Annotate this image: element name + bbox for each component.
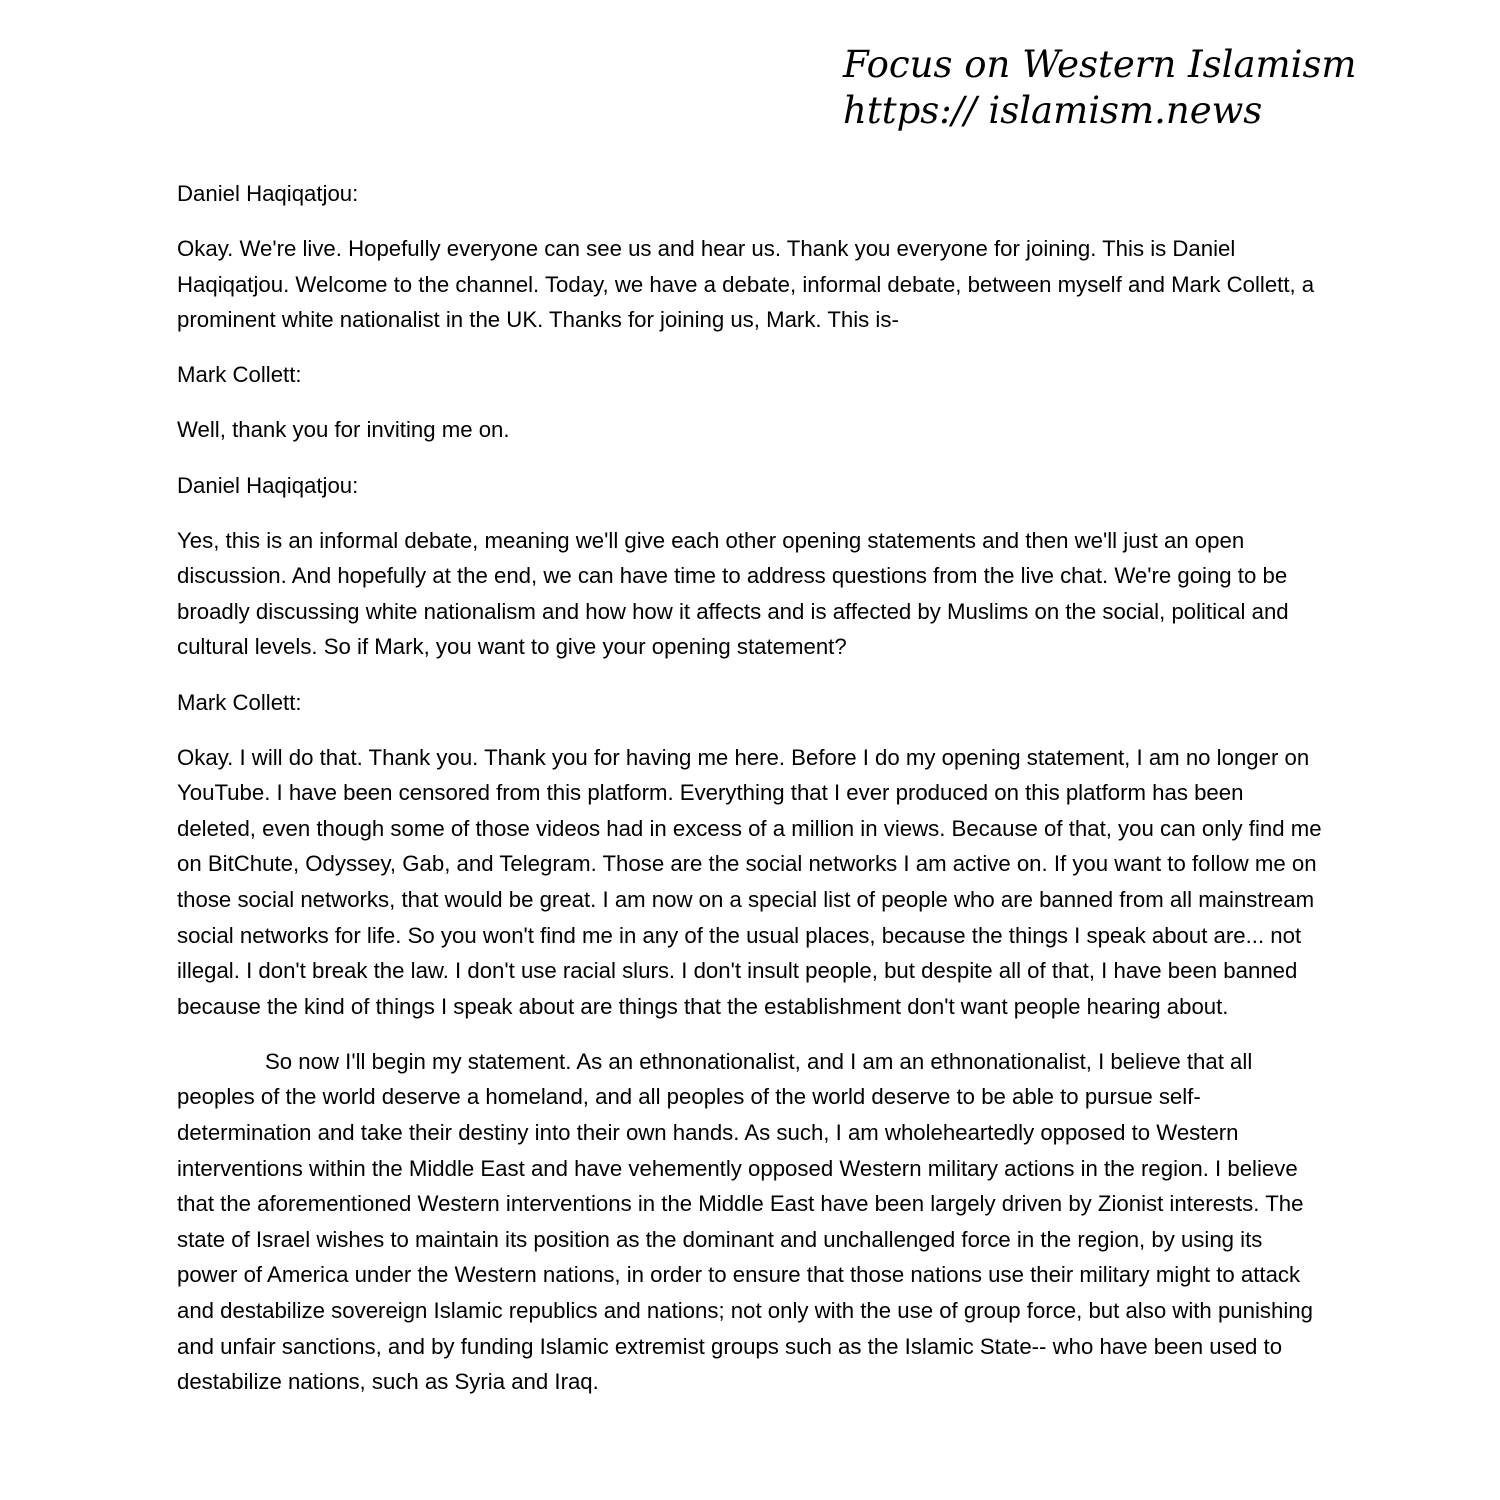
header-title: Focus on Western Islamism: [843, 43, 1357, 86]
transcript-body: [177, 176, 1325, 1419]
speaker-label: Mark Collett:: [177, 362, 302, 388]
speech-paragraph: Well, thank you for inviting me on.: [177, 417, 510, 443]
document-header: [843, 42, 1357, 134]
speaker-label: Mark Collett:: [177, 689, 302, 715]
speech-paragraph: Yes, this is an informal debate, meaning we'll give each other opening statements and then we'll just an open discussion. And hopefully at the end, we can have time to address questions from the live chat. We're going to be broadly discussing white nationalism and how how it affects and is affected by Muslims on the social, political and cultural levels. So if Mark, you want to give your opening statement?: [177, 527, 1289, 660]
speech-paragraph: Okay. I will do that. Thank you. Thank you for having me here. Before I do my opening statement, I am no longer on YouTube. I have been censored from this platform. Everything that I ever produced on this platform has been deleted, even though some of those videos had in excess of a million in views. Because of that, you can only find me on BitChute, Odyssey, Gab, and Telegram. Those are the social networks I am active on. If you want to follow me on those social networks, that would be great. I am now on a special list of people who are banned from all mainstream social networks for life. So you won't find me in any of the usual places, because the things I speak about are... not illegal. I don't break the law. I don't use racial slurs. I don't insult people, but despite all of that, I have been banned because the kind of things I speak about are things that the establishment don't want people hearing about.: [177, 744, 1322, 1019]
speech-paragraph: So now I'll begin my statement. As an ethnonationalist, and I am an ethnonationalist, I believe that all peoples of the world deserve a homeland, and all peoples of the world deserve to be able to pursue self-determination and take their destiny into their own hands. As such, I am wholeheartedly opposed to Western interventions within the Middle East and have vehemently opposed Western military actions in the region. I believe that the aforementioned Western interventions in the Middle East have been largely driven by Zionist interests. The state of Israel wishes to maintain its position as the dominant and unchallenged force in the region, by using its power of America under the Western nations, in order to ensure that those nations use their military might to attack and destabilize sovereign Islamic republics and nations; not only with the use of group force, but also with punishing and unfair sanctions, and by funding Islamic extremist groups such as the Islamic State-- who have been used to destabilize nations, such as Syria and Iraq.: [177, 1048, 1313, 1395]
header-url: https:// islamism.news: [843, 89, 1263, 132]
speaker-label: Daniel Haqiqatjou:: [177, 472, 359, 498]
speaker-label: Daniel Haqiqatjou:: [177, 181, 359, 206]
speech-paragraph: Okay. We're live. Hopefully everyone can see us and hear us. Thank you everyone for joining. This is Daniel Haqiqatjou. Welcome to the channel. Today, we have a debate, informal debate, between myself and Mark Collett, a prominent white nationalist in the UK. Thanks for joining us, Mark. This is-: [177, 236, 1315, 333]
